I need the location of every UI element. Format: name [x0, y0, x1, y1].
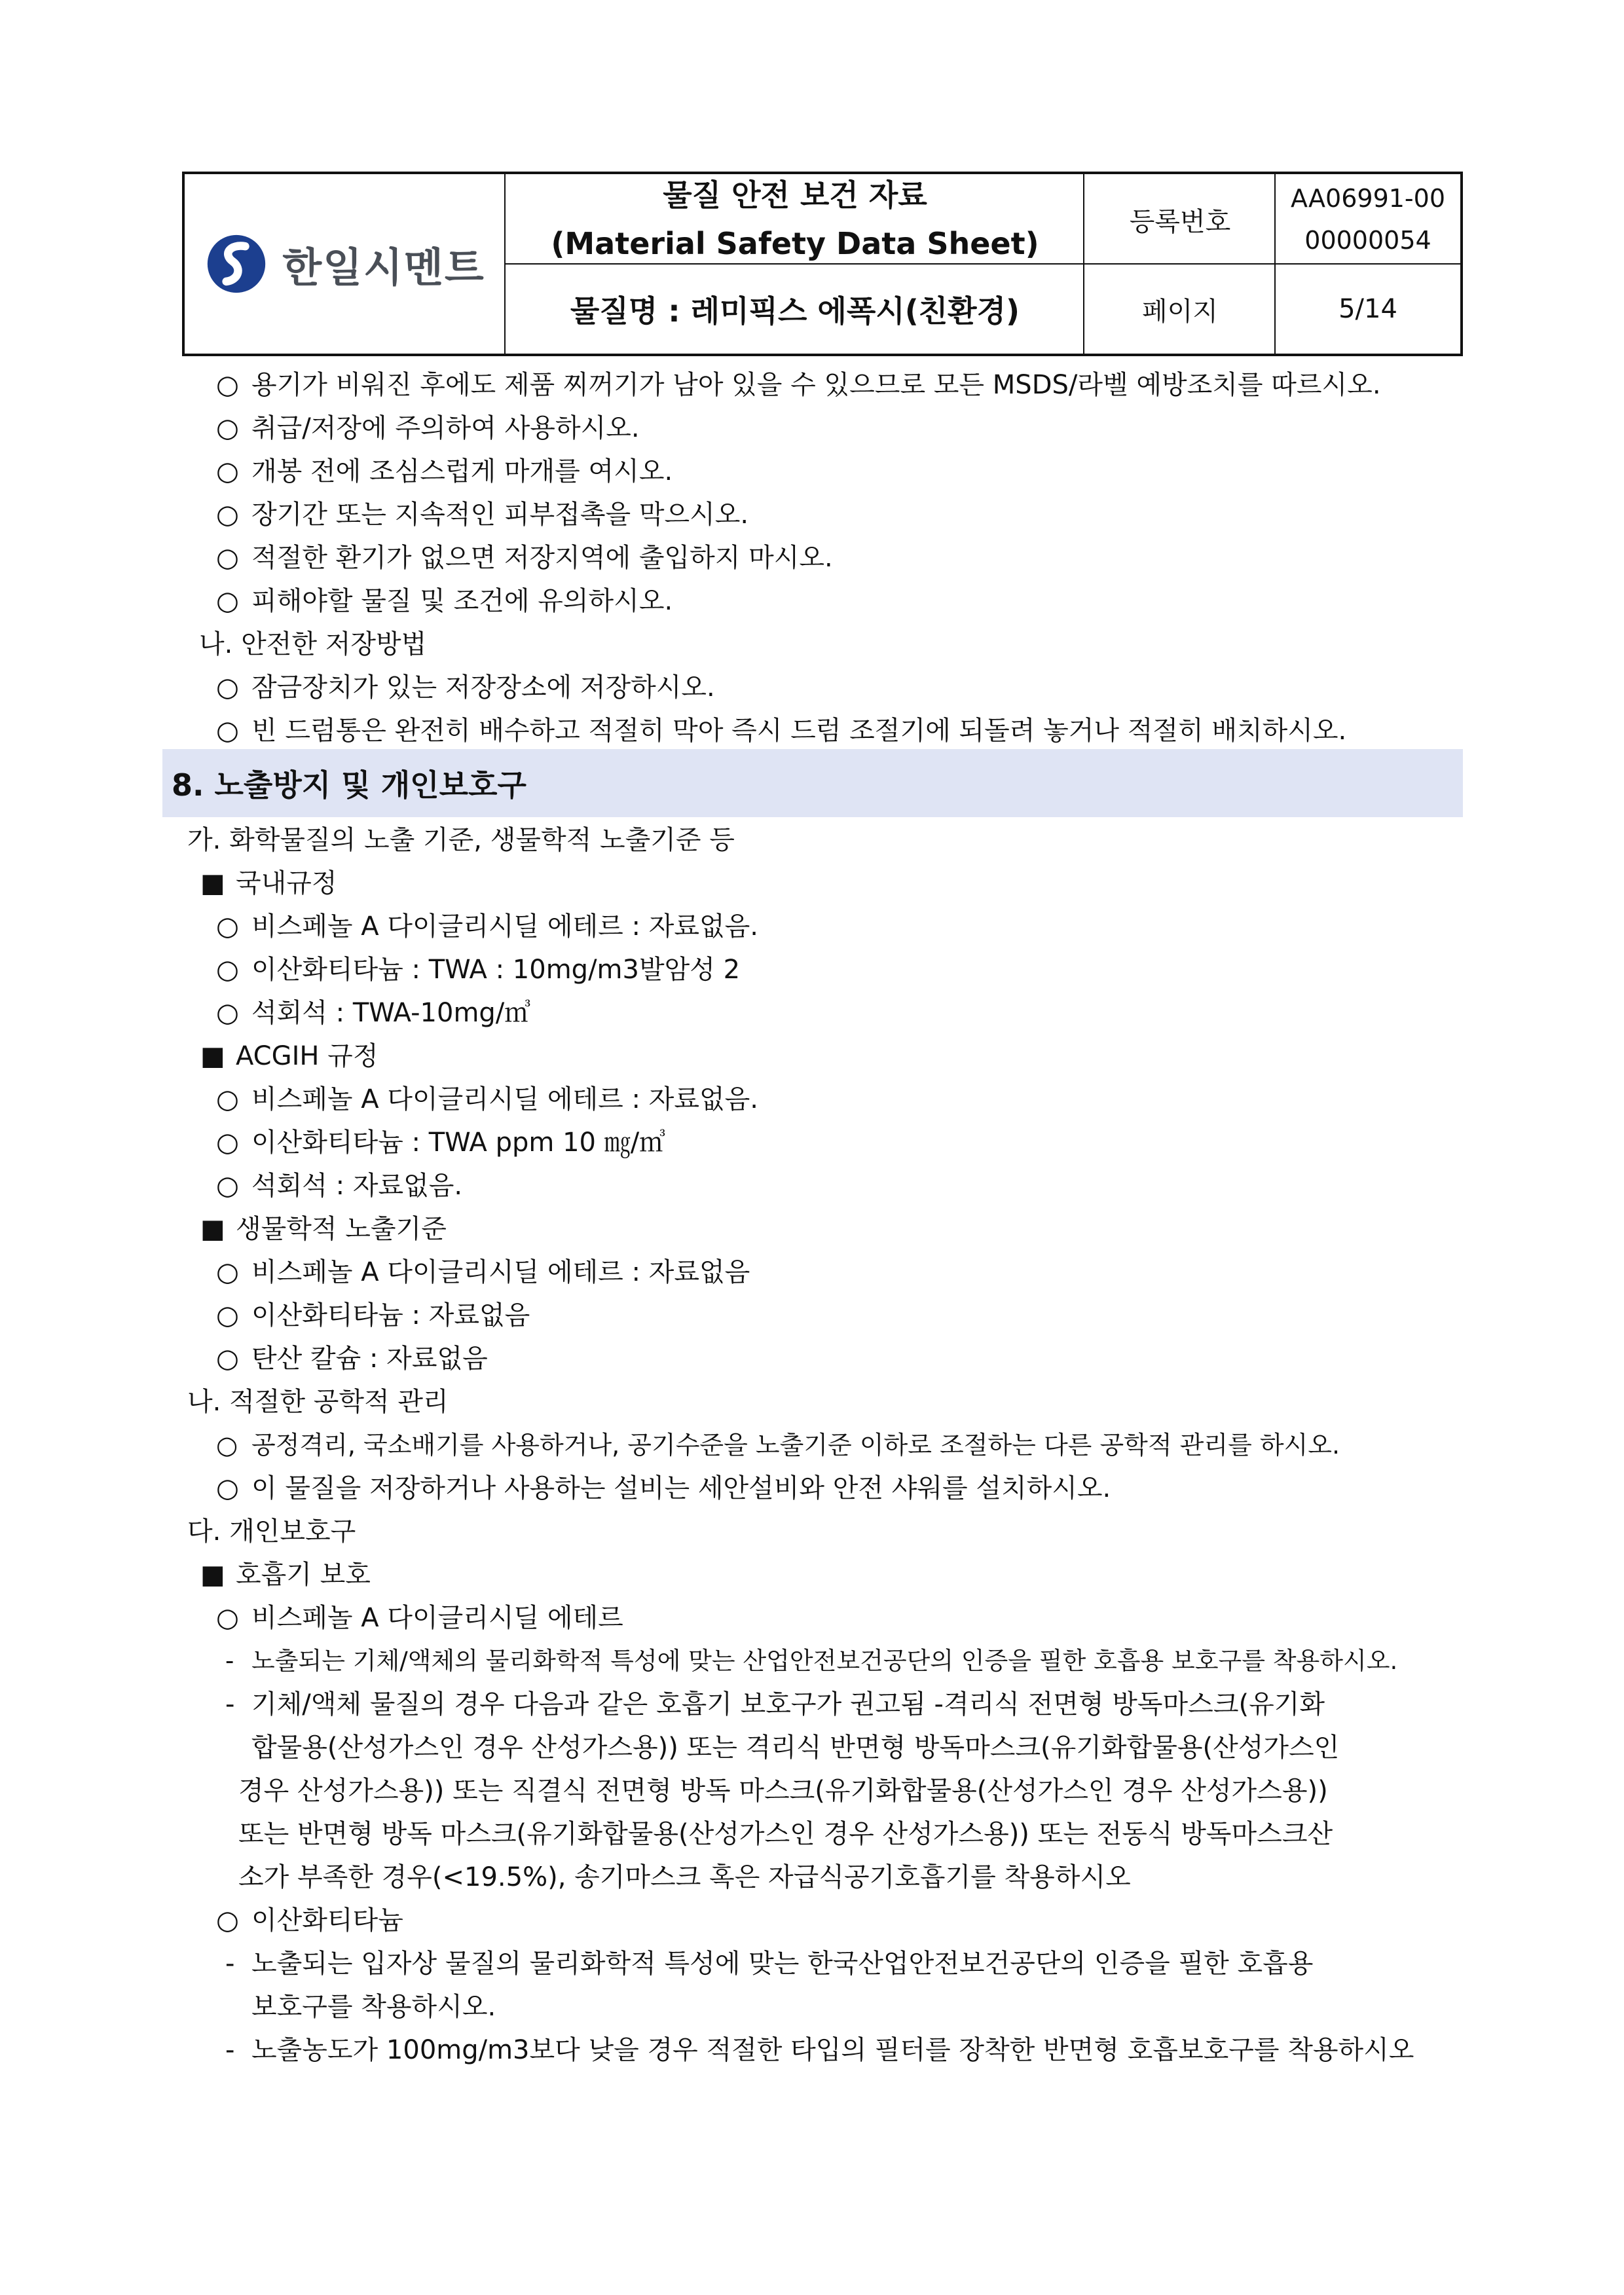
dash-bullet-icon: - — [225, 2035, 235, 2065]
circle-bullet-icon: ○ — [216, 1905, 239, 1936]
document-title — [506, 174, 1084, 265]
list-item: ○ 이 물질을 저장하거나 사용하는 설비는 세안설비와 안전 샤워를 설치하시오. — [216, 1467, 1111, 1510]
list-item: ○ 취급/저장에 주의하여 사용하시오. — [216, 407, 640, 450]
list-item: ○ 빈 드럼통은 완전히 배수하고 적절히 막아 즉시 드럼 조절기에 되돌려 놓거나 적절히 배치하시오. — [216, 709, 1346, 752]
list-item: ○ 피해야할 물질 및 조건에 유의하시오. — [216, 579, 673, 623]
list-item: ○ 비스페놀 A 다이글리시딜 에테르 — [216, 1596, 623, 1640]
circle-bullet-icon: ○ — [216, 1128, 239, 1158]
list-item: ○ 비스페놀 A 다이글리시딜 에테르 : 자료없음. — [216, 1078, 758, 1121]
list-item: ○ 석회석 : TWA-10mg/㎥ — [216, 991, 530, 1035]
list-item: ○ 비스페놀 A 다이글리시딜 에테르 : 자료없음 — [216, 1251, 750, 1294]
category-heading: ■ 호흡기 보호 — [200, 1553, 371, 1596]
subsection-heading: 가. 화학물질의 노출 기준, 생물학적 노출기준 등 — [187, 825, 735, 855]
circle-bullet-icon: ○ — [216, 500, 239, 530]
registration-number-line-2: 00000054 — [1304, 226, 1431, 255]
dash-item: - 노출되는 입자상 물질의 물리화학적 특성에 맞는 한국산업안전보건공단의 인증을 필한 호흡용 — [225, 1942, 1313, 1985]
category-heading: ■ 국내규정 — [200, 862, 337, 905]
subsection-heading: 나. 안전한 저장방법 — [199, 629, 427, 659]
circle-bullet-icon: ○ — [216, 586, 239, 616]
material-name: 물질명 : 레미픽스 에폭시(친환경) — [570, 293, 1020, 329]
list-item: ○ 잠금장치가 있는 저장장소에 저장하시오. — [216, 666, 715, 709]
list-item: ○ 장기간 또는 지속적인 피부접촉을 막으시오. — [216, 493, 748, 536]
dash-bullet-icon: - — [225, 1647, 234, 1675]
circle-bullet-icon: ○ — [216, 1344, 239, 1374]
circle-bullet-icon: ○ — [216, 1084, 239, 1114]
circle-bullet-icon: ○ — [216, 1473, 239, 1503]
list-item: ○ 이산화티타늄 : 자료없음 — [216, 1294, 530, 1337]
registration-number-line-1: AA06991-00 — [1291, 184, 1445, 213]
list-item: ○ 비스페놀 A 다이글리시딜 에테르 : 자료없음. — [216, 905, 758, 948]
dash-item-continuation: 또는 반면형 방독 마스크(유기화합물용(산성가스인 경우 산성가스용)) 또는 전동식 방독마스크산 — [238, 1819, 1333, 1849]
circle-bullet-icon: ○ — [216, 1171, 239, 1201]
registration-number-value — [1276, 174, 1460, 265]
dash-item-continuation: 경우 산성가스용)) 또는 직결식 전면형 방독 마스크(유기화합물용(산성가스인 경우 산성가스용)) — [238, 1776, 1328, 1806]
square-bullet-icon: ■ — [200, 1214, 225, 1244]
category-heading: ■ 생물학적 노출기준 — [200, 1207, 447, 1251]
circle-bullet-icon: ○ — [216, 1603, 239, 1633]
list-item: ○ 이산화티타늄 : TWA : 10mg/m3발암성 2 — [216, 948, 740, 991]
subsection-heading: 나. 적절한 공학적 관리 — [187, 1387, 449, 1417]
list-item: ○ 공정격리, 국소배기를 사용하거나, 공기수준을 노출기준 이하로 조절하는 다른 공학적 관리를 하시오. — [216, 1423, 1340, 1467]
dash-bullet-icon: - — [225, 1689, 235, 1719]
document-title-english: (Material Safety Data Sheet) — [551, 226, 1039, 261]
circle-bullet-icon: ○ — [216, 911, 239, 942]
section-heading: 8. 노출방지 및 개인보호구 — [162, 749, 1463, 817]
list-item: ○ 용기가 비워진 후에도 제품 찌꺼기가 남아 있을 수 있으므로 모든 MSDS/라벨 예방조치를 따르시오. — [216, 363, 1381, 407]
company-logo-text: 한일시멘트 — [282, 243, 485, 291]
list-item: ○ 이산화티타늄 : TWA ppm 10 ㎎/㎥ — [216, 1121, 665, 1164]
circle-bullet-icon: ○ — [216, 413, 239, 443]
company-logo-icon — [205, 232, 268, 295]
circle-bullet-icon: ○ — [216, 456, 239, 487]
circle-bullet-icon: ○ — [216, 543, 239, 573]
list-item: ○ 이산화티타늄 — [216, 1899, 403, 1942]
circle-bullet-icon: ○ — [216, 998, 239, 1028]
subsection-heading: 다. 개인보호구 — [187, 1516, 356, 1547]
circle-bullet-icon: ○ — [216, 716, 239, 746]
list-item: ○ 적절한 환기가 없으면 저장지역에 출입하지 마시오. — [216, 536, 833, 579]
dash-item: - 노출되는 기체/액체의 물리화학적 특성에 맞는 산업안전보건공단의 인증을 필한 호흡용 보호구를 착용하시오. — [225, 1640, 1397, 1683]
circle-bullet-icon: ○ — [216, 1300, 239, 1331]
page-label: 페이지 — [1142, 296, 1218, 327]
document-title-korean: 물질 안전 보건 자료 — [663, 177, 927, 213]
circle-bullet-icon: ○ — [216, 1431, 238, 1460]
circle-bullet-icon: ○ — [216, 1257, 239, 1287]
square-bullet-icon: ■ — [200, 1041, 225, 1071]
square-bullet-icon: ■ — [200, 1560, 225, 1590]
registration-number-label: 등록번호 — [1129, 206, 1231, 237]
dash-bullet-icon: - — [225, 1949, 235, 1979]
dash-item-continuation: 합물용(산성가스인 경우 산성가스용)) 또는 격리식 반면형 방독마스크(유기화합물용(산성가스인 — [251, 1733, 1340, 1763]
header-table — [182, 172, 1463, 356]
list-item: ○ 개봉 전에 조심스럽게 마개를 여시오. — [216, 450, 673, 493]
list-item: ○ 탄산 칼슘 : 자료없음 — [216, 1337, 488, 1380]
list-item: ○ 석회석 : 자료없음. — [216, 1164, 462, 1207]
circle-bullet-icon: ○ — [216, 955, 239, 985]
category-heading: ■ ACGIH 규정 — [200, 1035, 378, 1078]
dash-item: - 기체/액체 물질의 경우 다음과 같은 호흡기 보호구가 권고됨 -격리식 전면형 방독마스크(유기화 — [225, 1683, 1325, 1726]
dash-item-continuation: 보호구를 착용하시오. — [251, 1992, 496, 2022]
page-number: 5/14 — [1338, 294, 1397, 324]
dash-item: - 노출농도가 100mg/m3보다 낮을 경우 적절한 타입의 필터를 장착한 반면형 호흡보호구를 착용하시오 — [225, 2029, 1414, 2072]
company-logo — [185, 174, 506, 354]
square-bullet-icon: ■ — [200, 868, 225, 898]
circle-bullet-icon: ○ — [216, 370, 239, 400]
circle-bullet-icon: ○ — [216, 672, 239, 703]
dash-item-continuation: 소가 부족한 경우(<19.5%), 송기마스크 혹은 자급식공기호흡기를 착용하시오 — [238, 1862, 1131, 1892]
